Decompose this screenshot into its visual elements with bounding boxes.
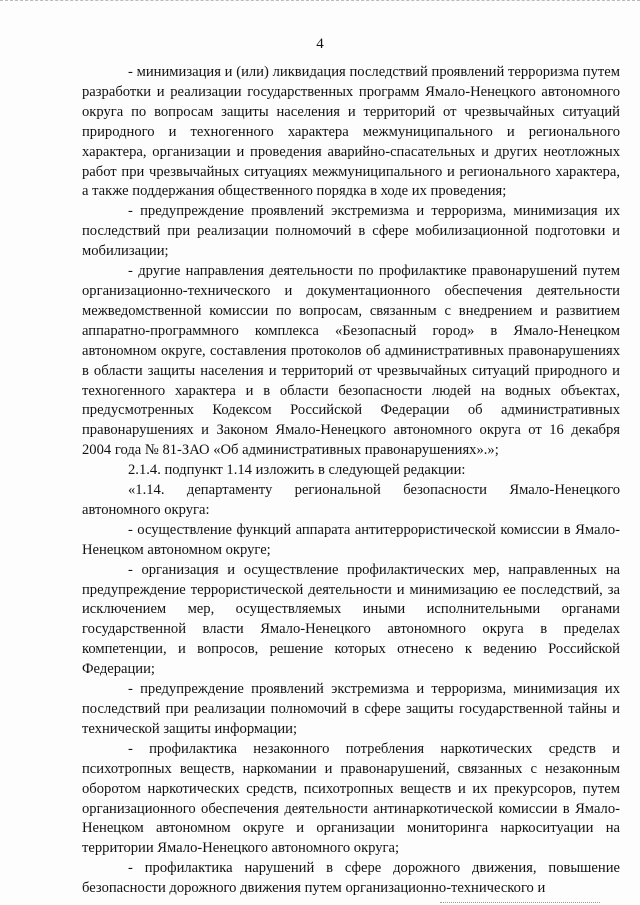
paragraph-5: «1.14. департаменту региональной безопасности Ямало-Ненецкого автономного округа:: [82, 482, 620, 518]
page-top-edge: [0, 0, 640, 3]
paragraph-8: - предупреждение проявлений экстремизма и терроризма, минимизация их последствий при реализации полномочий в сфере защиты государственной тайны и технической защиты информации;: [82, 681, 620, 737]
paragraph-1: - минимизация и (или) ликвидация последствий проявлений терроризма путем разработки и реализации государственных программ Ямало-Ненецкого автономного округа по вопросам защиты населения и территорий от чрезвычайных ситуаций природного и техногенного характера межмуниципального и регионального характера, организации и проведения аварийно-спасательных и других неотложных работ при чрезвычайных ситуациях межмуниципального и регионального характера, а также поддержания общественного порядка в ходе их проведения;: [82, 64, 620, 200]
paragraph-9: - профилактика незаконного потребления наркотических средств и психотропных веществ, наркомании и правонарушений, связанных с незаконным оборотом наркотических средств, психотропных веществ и их прекурсоров, путем организационного обеспечения деятельности антинаркотической комиссии в Ямало-Ненецком автономном округе и организации мониторинга наркоситуации на территории Ямало-Ненецкого автономного округа;: [82, 740, 620, 857]
page-number: 4: [316, 36, 324, 52]
document-body: [82, 63, 620, 899]
paragraph-7: - организация и осуществление профилактических мер, направленных на предупреждение террористической деятельности и минимизацию ее последствий, за исключением мер, осуществляемых иными исполнительными органами государственной власти Ямало-Ненецкого автономного округа в пределах компетенции, и вопросов, решение которых отнесено к ведению Российской Федерации;: [82, 561, 620, 678]
paragraph-2: - предупреждение проявлений экстремизма и терроризма, минимизация их последствий при реализации полномочий в сфере мобилизационной подготовки и мобилизации;: [82, 203, 620, 260]
paragraph-4: 2.1.4. подпункт 1.14 изложить в следующей редакции:: [128, 462, 466, 479]
paragraph-10: - профилактика нарушений в сфере дорожного движения, повышение безопасности дорожного движения путем организационно-технического и: [82, 860, 620, 897]
paragraph-6: - осуществление функций аппарата антитеррористической комиссии в Ямало-Ненецком автономном округе;: [82, 521, 620, 558]
page-bottom-edge: [440, 901, 600, 903]
paragraph-3: - другие направления деятельности по профилактике правонарушений путем организационно-технического и документационного обеспечения деятельности межведомственной комиссии по вопросам, связанным с внедрением и развитием аппаратно-программного комплекса «Безопасный город» в Ямало-Ненецком автономном округе, составления протоколов об административных правонарушениях в области защиты населения и территорий от чрезвычайных ситуаций природного и техногенного характера и в области безопасности людей на водных объектах, предусмотренных Кодексом Российской Федерации об административных правонарушениях и Законом Ямало-Ненецкого автономного округа от 16 декабря 2004 года № 81-ЗАО «Об административных правонарушениях».»;: [82, 263, 620, 459]
